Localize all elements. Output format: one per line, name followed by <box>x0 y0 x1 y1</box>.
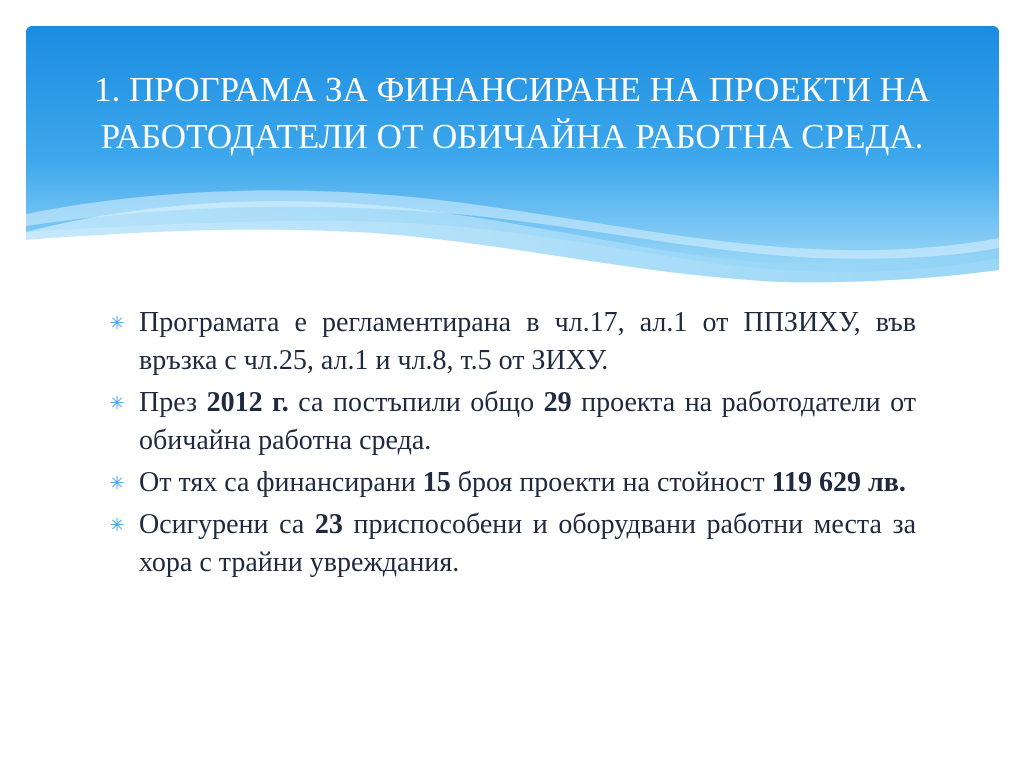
bullet-text: През <box>139 387 207 418</box>
bullet-text: Осигурени са <box>139 509 315 540</box>
asterisk-bullet-icon: ✳ <box>109 473 125 493</box>
highlight-workplaces-count: 23 <box>314 509 343 540</box>
highlight-funded-count: 15 <box>422 467 451 498</box>
bullet-item <box>106 506 916 582</box>
asterisk-bullet-icon: ✳ <box>109 313 125 333</box>
bullet-list <box>106 304 916 586</box>
highlight-year: 2012 г. <box>206 387 289 418</box>
slide-title: 1. ПРОГРАМА ЗА ФИНАНСИРАНЕ НА ПРОЕКТИ НА РАБОТОДАТЕЛИ ОТ ОБИЧАЙНА РАБОТНА СРЕДА. <box>93 70 931 156</box>
bullet-item <box>106 464 916 502</box>
bullet-text: приспособени и оборудвани работни места за хора с трайни увреждания. <box>139 509 916 578</box>
bullet-text: проекта на работодатели от обичайна работна среда. <box>139 387 916 456</box>
bullet-text: От тях са финансирани <box>139 467 423 498</box>
bullet-item <box>106 384 916 460</box>
bullet-item <box>106 304 916 380</box>
asterisk-bullet-icon: ✳ <box>109 393 125 413</box>
highlight-project-count: 29 <box>543 387 572 418</box>
bullet-text: Програмата е регламентирана в чл.17, ал.1 от ППЗИХУ, във връзка с чл.25, ал.1 и чл.8, т.5 от ЗИХУ. <box>139 307 916 376</box>
bullet-text: броя проекти на стойност <box>450 467 772 498</box>
asterisk-bullet-icon: ✳ <box>109 515 125 535</box>
bullet-text: са постъпили общо <box>288 387 544 418</box>
highlight-amount: 119 629 лв. <box>771 467 906 498</box>
